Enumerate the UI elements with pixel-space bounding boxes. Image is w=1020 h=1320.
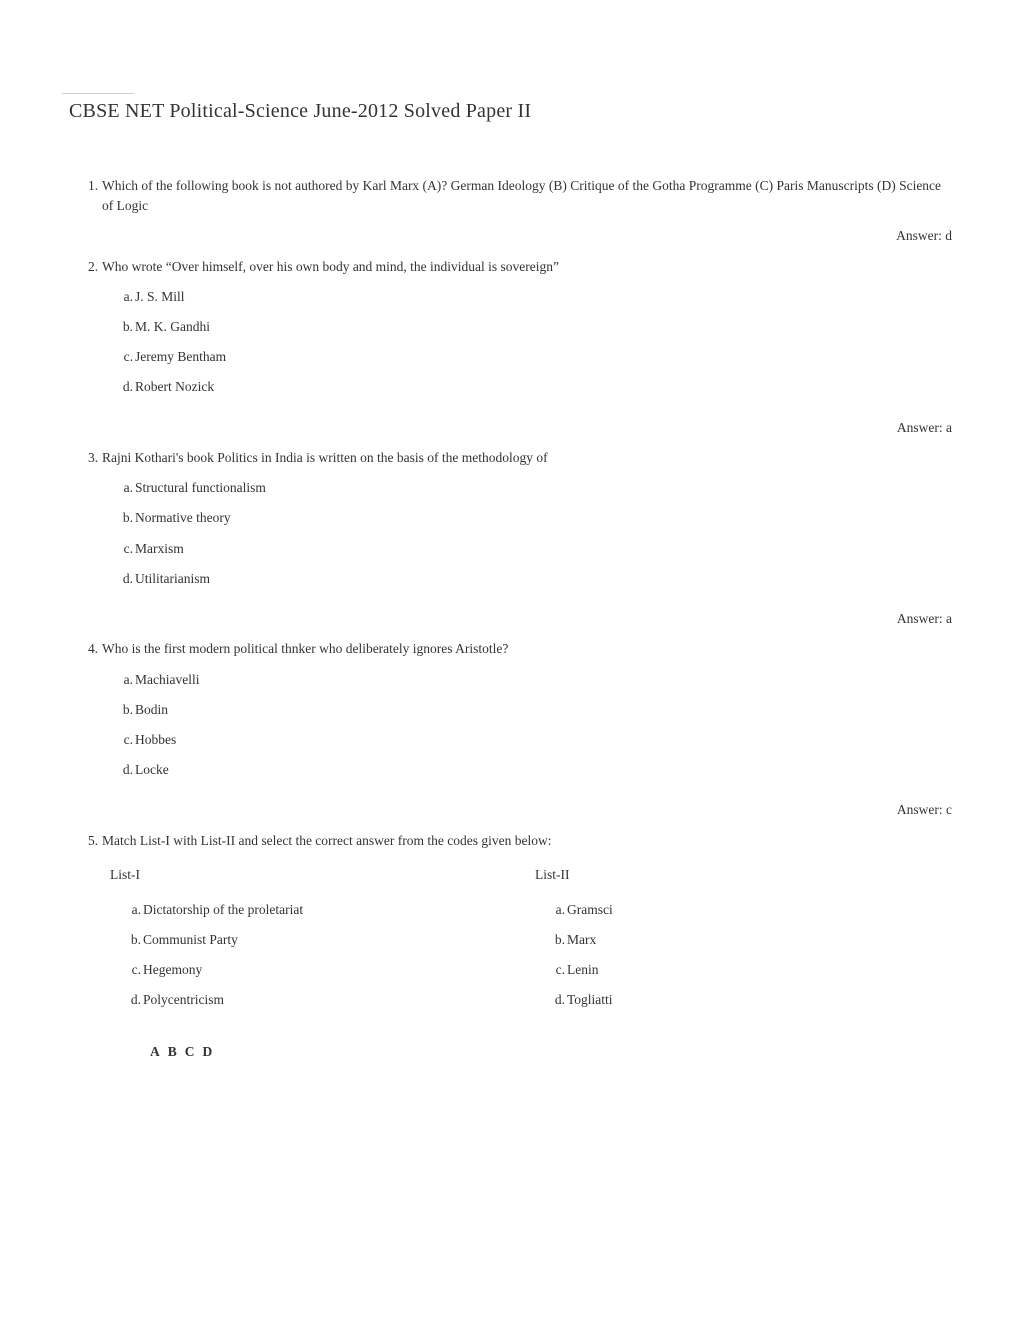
top-divider (62, 93, 134, 94)
item-letter: d. (130, 992, 141, 1007)
question-number: 3. (88, 450, 99, 465)
item-text: Polycentricism (143, 992, 224, 1007)
item-text: Gramsci (567, 902, 613, 917)
item-text: Hegemony (143, 962, 203, 977)
question-5 (88, 831, 943, 851)
option-d (118, 377, 214, 397)
question-text: Who is the first modern political thnker who deliberately ignores Aristotle? (102, 641, 509, 656)
option-text: Bodin (135, 702, 169, 717)
option-letter: b. (122, 702, 133, 717)
option-c (118, 539, 184, 559)
option-text: Jeremy Bentham (135, 349, 227, 364)
list-1-heading: List-I (110, 867, 140, 882)
option-letter: d. (122, 571, 133, 586)
question-3 (88, 448, 943, 468)
list-1-item (126, 960, 202, 980)
question-number: 1. (88, 178, 99, 193)
item-text: Marx (567, 932, 597, 947)
question-4 (88, 639, 943, 659)
item-letter: c. (555, 962, 565, 977)
question-number: 4. (88, 641, 99, 656)
code-b: B (167, 1044, 177, 1059)
item-text: Togliatti (567, 992, 613, 1007)
option-letter: b. (122, 319, 133, 334)
answer-4: Answer: c (896, 802, 952, 817)
option-text: Robert Nozick (135, 379, 215, 394)
question-text: Which of the following book is not authored by Karl Marx (A)? German Ideology (B) Critique of the Gotha Programme (C) Paris Manuscripts (D) Science of Logic (102, 178, 942, 213)
question-text: Who wrote “Over himself, over his own body and mind, the individual is sovereign” (102, 259, 560, 274)
question-1 (88, 176, 943, 216)
item-letter: a. (555, 902, 565, 917)
option-a (118, 670, 199, 690)
option-text: Hobbes (135, 732, 177, 747)
option-b (118, 508, 231, 528)
question-text: Rajni Kothari's book Politics in India is written on the basis of the methodology of (102, 450, 548, 465)
code-d: D (202, 1044, 213, 1059)
option-letter: c. (123, 541, 133, 556)
question-number: 2. (88, 259, 99, 274)
list-1-item (126, 930, 238, 950)
option-text: Normative theory (135, 510, 231, 525)
option-letter: c. (123, 349, 133, 364)
answer-2: Answer: a (896, 420, 952, 435)
option-d (118, 569, 210, 589)
list-2-heading: List-II (535, 867, 570, 882)
item-text: Communist Party (143, 932, 238, 947)
item-text: Dictatorship of the proletariat (143, 902, 304, 917)
option-text: Utilitarianism (135, 571, 210, 586)
item-letter: b. (554, 932, 565, 947)
item-letter: b. (130, 932, 141, 947)
item-text: Lenin (567, 962, 599, 977)
option-b (118, 700, 168, 720)
list-1-item (126, 900, 303, 920)
option-text: Machiavelli (135, 672, 200, 687)
option-a (118, 287, 185, 307)
option-letter: a. (123, 672, 133, 687)
option-letter: d. (122, 762, 133, 777)
item-letter: a. (131, 902, 141, 917)
option-letter: a. (123, 480, 133, 495)
option-text: J. S. Mill (135, 289, 185, 304)
option-b (118, 317, 210, 337)
list-2-item (550, 990, 613, 1010)
list-2-item (550, 900, 613, 920)
question-2 (88, 257, 943, 277)
option-d (118, 760, 169, 780)
option-c (118, 730, 176, 750)
answer-1: Answer: d (896, 228, 952, 243)
option-text: Locke (135, 762, 169, 777)
question-text: Match List-I with List-II and select the correct answer from the codes given below: (102, 833, 552, 848)
option-text: Marxism (135, 541, 184, 556)
item-letter: c. (131, 962, 141, 977)
option-letter: a. (123, 289, 133, 304)
list-2-item (550, 930, 596, 950)
option-text: M. K. Gandhi (135, 319, 210, 334)
option-text: Structural functionalism (135, 480, 266, 495)
question-number: 5. (88, 833, 99, 848)
option-letter: b. (122, 510, 133, 525)
answer-codes-header (150, 1042, 220, 1062)
answer-3: Answer: a (896, 611, 952, 626)
list-2-item (550, 960, 599, 980)
item-letter: d. (554, 992, 565, 1007)
option-c (118, 347, 226, 367)
list-1-item (126, 990, 224, 1010)
code-c: C (184, 1044, 195, 1059)
option-letter: c. (123, 732, 133, 747)
code-a: A (150, 1044, 160, 1059)
option-a (118, 478, 266, 498)
page-title: CBSE NET Political-Science June-2012 Solved Paper II (69, 100, 532, 122)
option-letter: d. (122, 379, 133, 394)
